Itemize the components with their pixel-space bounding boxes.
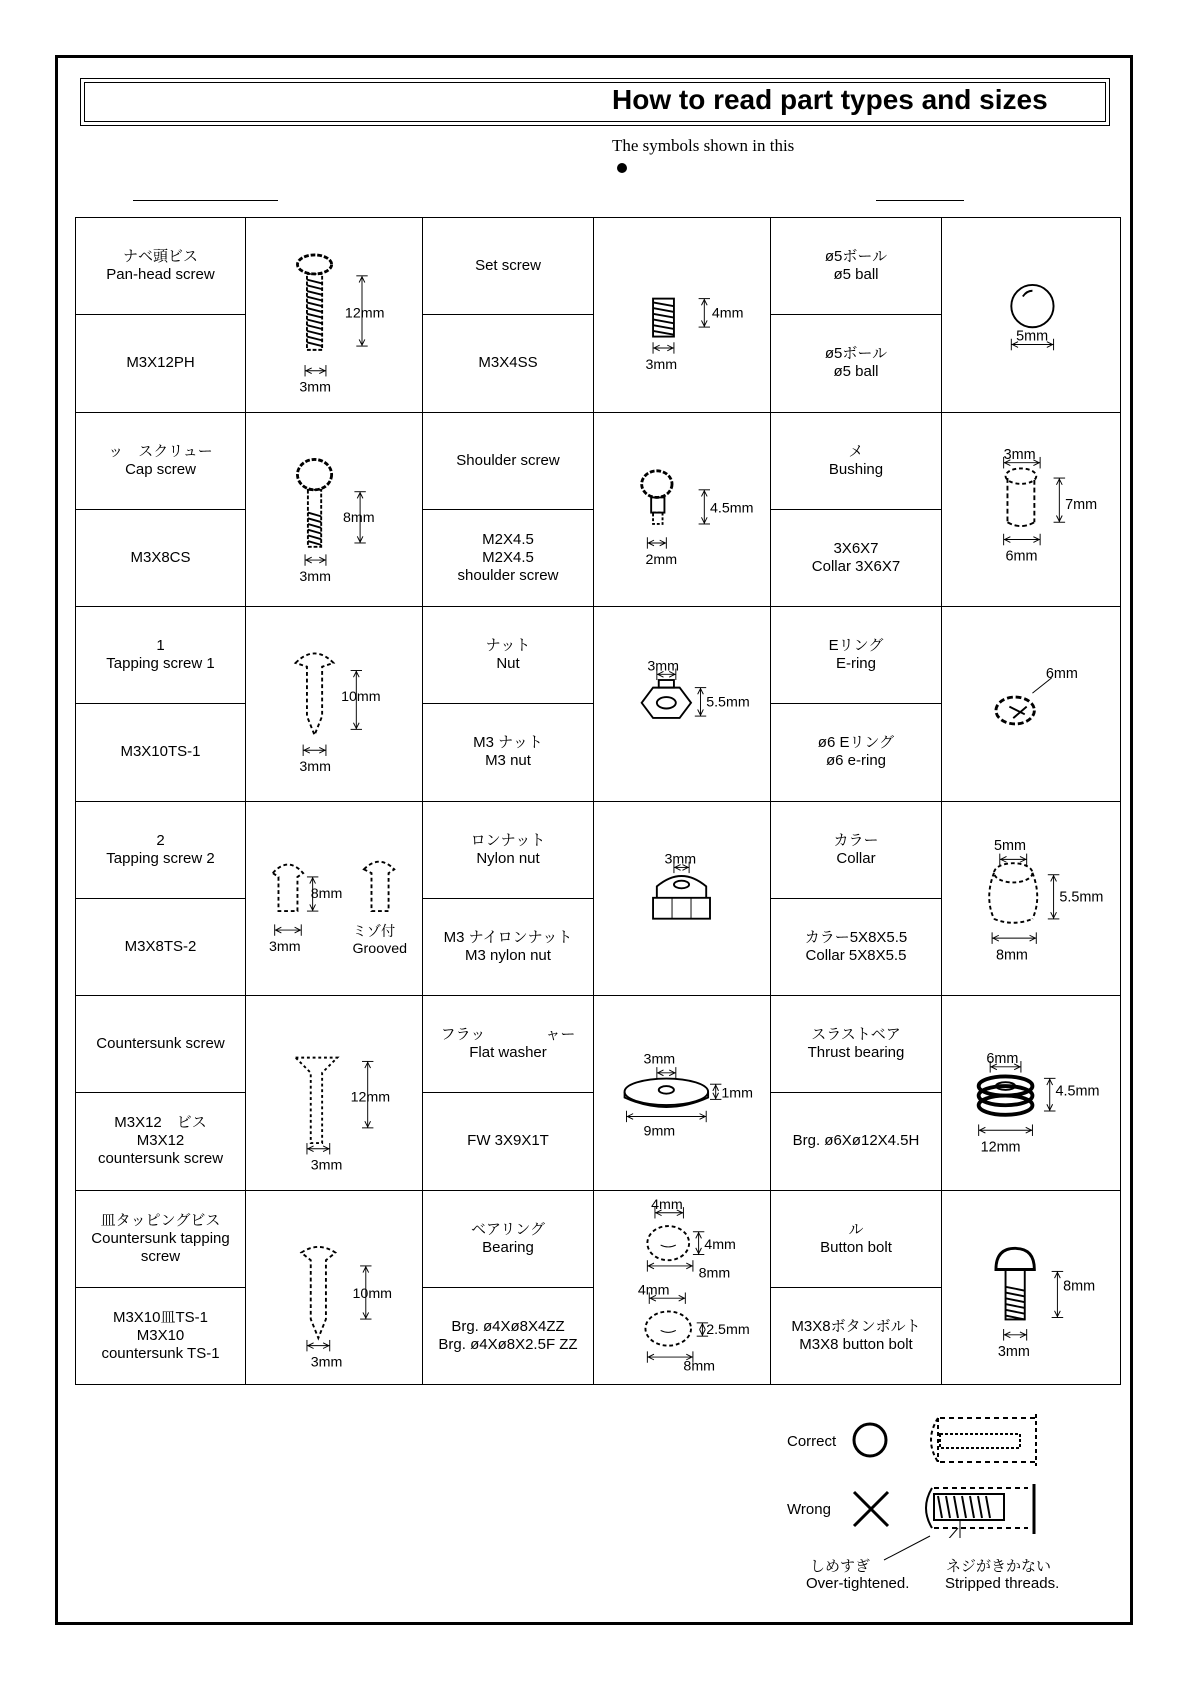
dimension-label: 5.5mm bbox=[706, 694, 750, 711]
part-name-cell bbox=[76, 996, 246, 1093]
part-code-jp: ø6 Eリング bbox=[817, 734, 895, 752]
dimension-label: 8mm bbox=[343, 509, 375, 526]
part-name-en: Nut bbox=[496, 655, 520, 673]
dimension-label: 9mm bbox=[643, 1123, 676, 1140]
part-code: ø6 e-ring bbox=[825, 752, 887, 770]
part-code-jp: M3 ナイロンナット bbox=[443, 928, 573, 946]
dimension-label: 2mm bbox=[645, 551, 678, 568]
part-code: M3 nylon nut bbox=[465, 946, 551, 964]
dimension-label: 4mm bbox=[637, 1281, 670, 1298]
part-code: M3X10TS-1 bbox=[120, 743, 201, 761]
dimension-label: 3mm bbox=[268, 938, 301, 955]
part-name-en: Shoulder screw bbox=[456, 451, 560, 469]
dimension-label: 3mm bbox=[310, 1157, 343, 1174]
part-name-en: Bearing bbox=[482, 1238, 534, 1256]
part-code-jp: M3X10皿TS-1 bbox=[112, 1308, 209, 1326]
part-code: Brg. ø6Xø12X4.5H bbox=[792, 1132, 920, 1150]
over-tightened-en: Over-tightened. bbox=[806, 1575, 910, 1592]
dimension-label: 8mm bbox=[310, 885, 343, 902]
part-name-en: Tapping screw 1 bbox=[106, 655, 215, 673]
set-screw-icon bbox=[594, 218, 771, 413]
part-code-cell bbox=[76, 1093, 246, 1190]
dimension-label: 8mm bbox=[1063, 1278, 1096, 1295]
part-name-jp: 1 bbox=[156, 637, 165, 655]
collar-icon bbox=[942, 801, 1121, 996]
dimension-label: 8mm bbox=[683, 1357, 716, 1374]
dimension-label: 4mm bbox=[704, 1236, 736, 1253]
dimension-label: 3mm bbox=[643, 1051, 676, 1068]
part-code-2: countersunk screw bbox=[97, 1150, 224, 1168]
part-name-en: E-ring bbox=[835, 655, 876, 673]
part-code-jp: M3X8ボタンボルト bbox=[791, 1317, 921, 1335]
wrong-screw-icon bbox=[918, 1478, 1048, 1538]
part-code: M3X8TS-2 bbox=[124, 937, 197, 955]
part-code: M2X4.5 bbox=[482, 548, 534, 566]
part-code-cell bbox=[771, 315, 942, 412]
part-code: Collar 5X8X5.5 bbox=[805, 946, 907, 964]
part-name-cell bbox=[771, 218, 942, 315]
dimension-label: 3mm bbox=[299, 568, 331, 585]
dimension-label: 3mm bbox=[310, 1354, 343, 1371]
part-code-jp: M2X4.5 bbox=[482, 530, 534, 548]
over-pointer-icon bbox=[880, 1534, 940, 1564]
part-name-cell bbox=[76, 607, 246, 704]
part-row bbox=[76, 607, 1121, 704]
part-name-cell bbox=[423, 996, 594, 1093]
page-title: How to read part types and sizes bbox=[612, 84, 1048, 115]
part-code-cell bbox=[76, 898, 246, 995]
dimension-label: 5mm bbox=[1016, 328, 1049, 345]
dimension-label: 5mm bbox=[994, 837, 1027, 854]
wrong-cross-icon bbox=[850, 1488, 892, 1530]
dimension-label: 8mm bbox=[995, 946, 1028, 963]
part-name-cell bbox=[771, 412, 942, 509]
part-row bbox=[76, 412, 1121, 509]
part-name-jp: ロンナット bbox=[470, 831, 546, 849]
pan-head-screw-icon bbox=[246, 218, 423, 413]
over-tightened-jp: しめすぎ bbox=[810, 1558, 871, 1575]
part-code: FW 3X9X1T bbox=[467, 1132, 549, 1150]
part-name-jp: ø5ボール bbox=[824, 248, 888, 266]
dimension-label: 3mm bbox=[647, 658, 679, 675]
dimension-label: 4.5mm bbox=[1055, 1083, 1100, 1100]
right-rule bbox=[876, 200, 964, 201]
thrust-bearing-icon bbox=[942, 996, 1121, 1191]
part-code: M3 nut bbox=[485, 752, 531, 770]
part-code-cell bbox=[423, 509, 594, 606]
part-name-jp: Eリング bbox=[828, 637, 884, 655]
part-name-en: Countersunk screw bbox=[96, 1035, 225, 1053]
dimension-label: 5.5mm bbox=[1059, 889, 1104, 906]
part-code-cell bbox=[771, 1093, 942, 1190]
part-name-en: Countersunk tapping bbox=[91, 1229, 230, 1247]
part-code: Collar 3X6X7 bbox=[811, 557, 901, 575]
part-code: Brg. ø4Xø8X2.5F ZZ bbox=[438, 1335, 578, 1353]
part-name-en: Bushing bbox=[828, 460, 884, 478]
shoulder-screw-icon bbox=[594, 412, 771, 607]
part-code-cell bbox=[76, 1287, 246, 1384]
part-code: M3X10 bbox=[136, 1326, 185, 1344]
dimension-label: 10mm bbox=[352, 1285, 393, 1302]
dimension-label: 6mm bbox=[1045, 665, 1078, 682]
part-row bbox=[76, 801, 1121, 898]
part-name-cell bbox=[423, 801, 594, 898]
part-name-jp: ッ スクリュー bbox=[108, 442, 213, 460]
part-name-jp: 皿タッピングビス bbox=[100, 1211, 221, 1229]
dimension-label: 1mm bbox=[721, 1085, 753, 1102]
part-code-2: shoulder screw bbox=[457, 566, 559, 584]
part-name-cell bbox=[76, 1190, 246, 1287]
part-name-jp: メ bbox=[848, 442, 864, 460]
correct-circle-icon bbox=[850, 1420, 890, 1460]
part-name-cell bbox=[423, 1190, 594, 1287]
part-code-cell bbox=[423, 704, 594, 801]
part-name-en: Pan-head screw bbox=[106, 266, 215, 284]
part-code: M3X8 button bolt bbox=[799, 1335, 913, 1353]
part-name-cell bbox=[423, 607, 594, 704]
part-name-cell bbox=[771, 996, 942, 1093]
dimension-label: 3mm bbox=[299, 759, 331, 776]
part-name-cell bbox=[771, 607, 942, 704]
part-name-cell bbox=[771, 1190, 942, 1287]
part-name-jp: スラストベア bbox=[811, 1026, 901, 1044]
part-name-en: Nylon nut bbox=[476, 849, 540, 867]
part-name-jp: ベアリング bbox=[470, 1220, 546, 1238]
part-name-en: Set screw bbox=[475, 257, 541, 275]
button-bolt-icon bbox=[942, 1190, 1121, 1385]
part-code-cell bbox=[76, 509, 246, 606]
part-name-en: Button bolt bbox=[820, 1238, 892, 1256]
part-name-en: ø5 ball bbox=[833, 266, 879, 284]
dimension-label: 3mm bbox=[997, 1343, 1030, 1360]
bushing-icon bbox=[942, 412, 1121, 607]
countersunk-tapping-screw-icon bbox=[246, 1190, 423, 1385]
nut-icon bbox=[594, 607, 771, 802]
dimension-label: 12mm bbox=[344, 305, 385, 322]
part-code-cell bbox=[771, 898, 942, 995]
dimension-label: 7mm bbox=[1065, 496, 1098, 513]
part-name-en: Collar bbox=[836, 849, 876, 867]
dimension-label: 10mm bbox=[341, 688, 381, 705]
parts-table bbox=[75, 217, 1121, 1385]
correct-label: Correct bbox=[787, 1433, 837, 1450]
part-code-jp: カラー5X8X5.5 bbox=[804, 928, 908, 946]
part-code-cell bbox=[76, 315, 246, 412]
part-code-jp: 3X6X7 bbox=[833, 539, 879, 557]
dimension-label: 12mm bbox=[350, 1089, 391, 1106]
part-name-jp: カラー bbox=[833, 831, 879, 849]
part-name-en: Flat washer bbox=[469, 1044, 547, 1062]
dimension-label: 3mm bbox=[299, 379, 331, 396]
part-code-jp: M3X12 ビス bbox=[114, 1114, 207, 1132]
tapping-screw-1-icon bbox=[246, 607, 423, 802]
part-name-cell bbox=[771, 801, 942, 898]
part-code-cell bbox=[423, 898, 594, 995]
part-code-cell bbox=[423, 315, 594, 412]
part-name-jp: ル bbox=[848, 1220, 864, 1238]
e-ring-icon bbox=[942, 607, 1121, 802]
part-code-jp: M3 ナット bbox=[473, 734, 543, 752]
tapping-screw-2-icon bbox=[246, 801, 423, 996]
part-code-2: countersunk TS-1 bbox=[101, 1344, 220, 1362]
part-name-en: Tapping screw 2 bbox=[106, 849, 215, 867]
left-rule bbox=[133, 200, 278, 201]
dimension-label: 4mm bbox=[651, 1196, 683, 1213]
part-row bbox=[76, 218, 1121, 315]
dimension-label: 3mm bbox=[645, 356, 678, 373]
dimension-label: 3mm bbox=[1003, 446, 1036, 463]
nylon-nut-icon bbox=[594, 801, 771, 996]
dimension-label: 8mm bbox=[698, 1264, 731, 1281]
dimension-label: 4.5mm bbox=[710, 500, 754, 517]
part-name-cell bbox=[423, 218, 594, 315]
part-name-cell bbox=[76, 218, 246, 315]
part-code-cell bbox=[423, 1287, 594, 1384]
dimension-label: 12mm bbox=[980, 1139, 1021, 1156]
dimension-label: 6mm bbox=[1005, 548, 1038, 565]
part-name-jp: ナット bbox=[485, 637, 531, 655]
part-name-en-2: screw bbox=[140, 1247, 181, 1265]
part-name-cell bbox=[76, 801, 246, 898]
stripped-threads-en: Stripped threads. bbox=[945, 1575, 1060, 1592]
part-name-en: Thrust bearing bbox=[807, 1044, 905, 1062]
part-code-cell bbox=[423, 1093, 594, 1190]
part-code-cell bbox=[771, 1287, 942, 1384]
ball-icon bbox=[942, 218, 1121, 413]
part-code: M3X4SS bbox=[478, 354, 538, 372]
dimension-label: 3mm bbox=[664, 851, 697, 868]
part-code-cell bbox=[771, 509, 942, 606]
part-code: M3X12 bbox=[136, 1132, 185, 1150]
part-code-cell bbox=[771, 704, 942, 801]
dimension-label: Grooved bbox=[352, 940, 408, 957]
part-name-en: Cap screw bbox=[125, 460, 196, 478]
dimension-label: 6mm bbox=[986, 1050, 1019, 1067]
part-code-cell bbox=[76, 704, 246, 801]
dimension-label: 4mm bbox=[711, 305, 744, 322]
cap-screw-icon bbox=[246, 412, 423, 607]
part-row bbox=[76, 996, 1121, 1093]
part-code: ø5 ball bbox=[833, 363, 879, 381]
part-name-cell bbox=[76, 412, 246, 509]
part-code: M3X12PH bbox=[126, 354, 195, 372]
part-row bbox=[76, 1190, 1121, 1287]
dimension-label: ミゾ付 bbox=[352, 923, 396, 940]
flat-washer-icon bbox=[594, 996, 771, 1191]
part-code-jp: Brg. ø4Xø8X4ZZ bbox=[451, 1317, 565, 1335]
wrong-label: Wrong bbox=[787, 1501, 831, 1518]
part-code: M3X8CS bbox=[130, 548, 191, 566]
correct-screw-icon bbox=[918, 1410, 1048, 1470]
dimension-label: 2.5mm bbox=[706, 1321, 750, 1338]
stripped-threads-jp: ネジがきかない bbox=[946, 1558, 1052, 1575]
part-name-jp: フラッ ャー bbox=[440, 1026, 576, 1044]
countersunk-screw-icon bbox=[246, 996, 423, 1191]
part-name-jp: 2 bbox=[156, 831, 165, 849]
part-name-jp: ナベ頭ビス bbox=[122, 248, 198, 266]
part-code-jp: ø5ボール bbox=[824, 345, 888, 363]
part-name-cell bbox=[423, 412, 594, 509]
page-subtitle: The symbols shown in this bbox=[612, 136, 795, 155]
bearing-icon bbox=[594, 1190, 771, 1385]
bullet-icon bbox=[617, 163, 627, 173]
